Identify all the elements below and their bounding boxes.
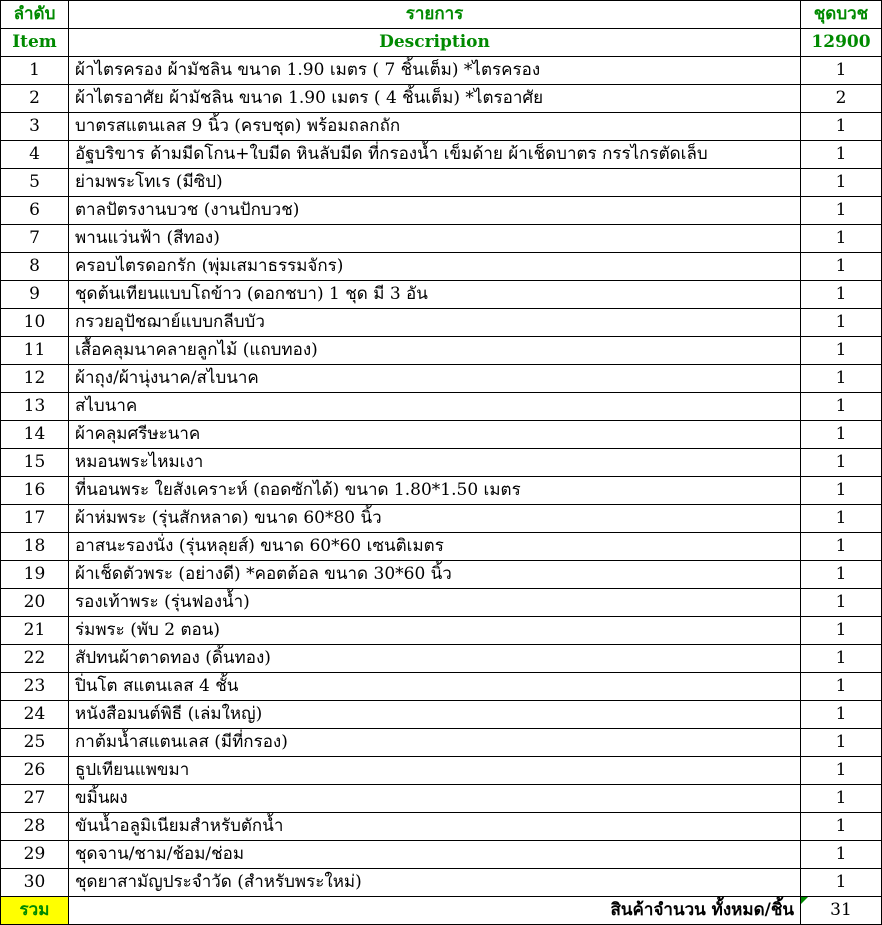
item-description: ขันน้ำอลูมิเนียมสำหรับตักน้ำ [69,813,801,841]
item-description: ผ้าห่มพระ (รุ่นสักหลาด) ขนาด 60*80 นิ้ว [69,505,801,533]
table-row [1,197,882,225]
table-row [1,617,882,645]
item-description: กรวยอุปัชฌาย์แบบกลีบบัว [69,309,801,337]
table-row [1,449,882,477]
item-number: 26 [1,757,69,785]
table-row [1,561,882,589]
table-body [1,1,882,897]
item-quantity: 1 [801,393,882,421]
item-description: ที่นอนพระ ใยสังเคราะห์ (ถอดซักได้) ขนาด 1.80*1.50 เมตร [69,477,801,505]
item-number: 7 [1,225,69,253]
item-quantity: 1 [801,589,882,617]
item-number: 1 [1,57,69,85]
item-quantity: 1 [801,169,882,197]
item-number: 22 [1,645,69,673]
item-number: 14 [1,421,69,449]
table-row [1,729,882,757]
item-number: 30 [1,869,69,897]
footer-row [1,897,882,925]
item-quantity: 1 [801,813,882,841]
table-row [1,57,882,85]
item-description: ผ้าคลุมศรีษะนาค [69,421,801,449]
item-description: กาต้มน้ำสแตนเลส (มีที่กรอง) [69,729,801,757]
item-description: ชุดต้นเทียนแบบโถข้าว (ดอกชบา) 1 ชุด มี 3 อัน [69,281,801,309]
table-row [1,281,882,309]
item-quantity: 1 [801,309,882,337]
item-quantity: 1 [801,533,882,561]
item-description: ธูปเทียนแพขมา [69,757,801,785]
item-number: 27 [1,785,69,813]
item-number: 9 [1,281,69,309]
item-description: ร่มพระ (พับ 2 ตอน) [69,617,801,645]
item-quantity: 1 [801,281,882,309]
item-description: รองเท้าพระ (รุ่นฟองน้ำ) [69,589,801,617]
item-number: 12 [1,365,69,393]
item-number: 13 [1,393,69,421]
item-quantity: 1 [801,57,882,85]
item-number: 2 [1,85,69,113]
item-number: 24 [1,701,69,729]
item-number: 29 [1,841,69,869]
item-quantity: 1 [801,757,882,785]
table-row [1,365,882,393]
table-row [1,813,882,841]
table-row [1,701,882,729]
item-description: บาตรสแตนเลส 9 นิ้ว (ครบชุด) พร้อมถลกถัก [69,113,801,141]
header-item-thai: ลำดับ [1,1,69,29]
item-quantity: 1 [801,337,882,365]
item-number: 16 [1,477,69,505]
item-description: ผ้าไตรอาศัย ผ้ามัชลิน ขนาด 1.90 เมตร ( 4 ชิ้นเต็ม) *ไตรอาศัย [69,85,801,113]
item-quantity: 1 [801,673,882,701]
item-number: 19 [1,561,69,589]
table-row [1,589,882,617]
item-number: 23 [1,673,69,701]
item-number: 5 [1,169,69,197]
item-description: ผ้าเช็ดตัวพระ (อย่างดี) *คอตต้อล ขนาด 30*60 นิ้ว [69,561,801,589]
summary-value: 31 [830,900,852,920]
item-description: ตาลปัตรงานบวช (งานปักบวช) [69,197,801,225]
table-row [1,477,882,505]
summary-value-cell [801,897,882,925]
header-set-thai: ชุดบวช [801,1,882,29]
item-description: อัฐบริขาร ด้ามมีดโกน+ใบมีด หินลับมีด ที่กรองน้ำ เข็มด้าย ผ้าเช็ดบาตร กรรไกรตัดเล็บ [69,141,801,169]
item-quantity: 1 [801,253,882,281]
item-quantity: 1 [801,421,882,449]
item-number: 6 [1,197,69,225]
item-quantity: 1 [801,841,882,869]
item-description: ปิ่นโต สแตนเลส 4 ชั้น [69,673,801,701]
table-row [1,141,882,169]
item-quantity: 2 [801,85,882,113]
item-description: ผ้าถุง/ผ้านุ่งนาค/สไบนาค [69,365,801,393]
item-quantity: 1 [801,141,882,169]
item-quantity: 1 [801,197,882,225]
cell-comment-marker [801,897,808,904]
table-row [1,505,882,533]
item-description: เสื้อคลุมนาคลายลูกไม้ (แถบทอง) [69,337,801,365]
summary-label: สินค้าจำนวน ทั้งหมด/ชิ้น [69,897,801,925]
item-quantity: 1 [801,505,882,533]
item-quantity: 1 [801,113,882,141]
item-description: หมอนพระไหมเงา [69,449,801,477]
total-label: รวม [1,897,69,925]
table-row [1,113,882,141]
item-quantity: 1 [801,701,882,729]
item-description: หนังสือมนต์พิธี (เล่มใหญ่) [69,701,801,729]
table-row [1,757,882,785]
header-item-en: Item [1,29,69,57]
table-row [1,869,882,897]
item-description: ชุดจาน/ชาม/ช้อม/ช่อม [69,841,801,869]
header-row-thai [1,1,882,29]
item-quantity: 1 [801,225,882,253]
table-row [1,169,882,197]
item-description: ผ้าไตรครอง ผ้ามัชลิน ขนาด 1.90 เมตร ( 7 ชิ้นเต็ม) *ไตรครอง [69,57,801,85]
item-number: 8 [1,253,69,281]
header-description-thai: รายการ [69,1,801,29]
item-description: สัปทนผ้าตาดทอง (ดิ้นทอง) [69,645,801,673]
item-description: ครอบไตรดอกรัก (พุ่มเสมาธรรมจักร) [69,253,801,281]
item-number: 20 [1,589,69,617]
header-description-en: Description [69,29,801,57]
table-row [1,85,882,113]
item-number: 15 [1,449,69,477]
item-quantity: 1 [801,729,882,757]
item-description: อาสนะรองนั่ง (รุ่นหลุยส์) ขนาด 60*60 เซนติเมตร [69,533,801,561]
item-description: ขมิ้นผง [69,785,801,813]
table-row [1,645,882,673]
item-number: 28 [1,813,69,841]
header-row-english [1,29,882,57]
item-quantity: 1 [801,617,882,645]
item-description: ชุดยาสามัญประจำวัด (สำหรับพระใหม่) [69,869,801,897]
item-number: 10 [1,309,69,337]
item-number: 25 [1,729,69,757]
item-quantity: 1 [801,365,882,393]
table-row [1,225,882,253]
item-quantity: 1 [801,645,882,673]
item-number: 17 [1,505,69,533]
table-row [1,673,882,701]
item-quantity: 1 [801,477,882,505]
item-quantity: 1 [801,449,882,477]
table-row [1,841,882,869]
item-quantity: 1 [801,561,882,589]
item-number: 4 [1,141,69,169]
item-quantity: 1 [801,869,882,897]
item-number: 18 [1,533,69,561]
table-row [1,337,882,365]
header-set-price: 12900 [801,29,882,57]
item-number: 21 [1,617,69,645]
table-row [1,785,882,813]
table-row [1,533,882,561]
table-row [1,421,882,449]
table-row [1,253,882,281]
item-description: ย่ามพระโทเร (มีซิป) [69,169,801,197]
item-description: พานแว่นฟ้า (สีทอง) [69,225,801,253]
item-number: 3 [1,113,69,141]
item-number: 11 [1,337,69,365]
table-row [1,309,882,337]
table-row [1,393,882,421]
item-description: สไบนาค [69,393,801,421]
item-quantity: 1 [801,785,882,813]
